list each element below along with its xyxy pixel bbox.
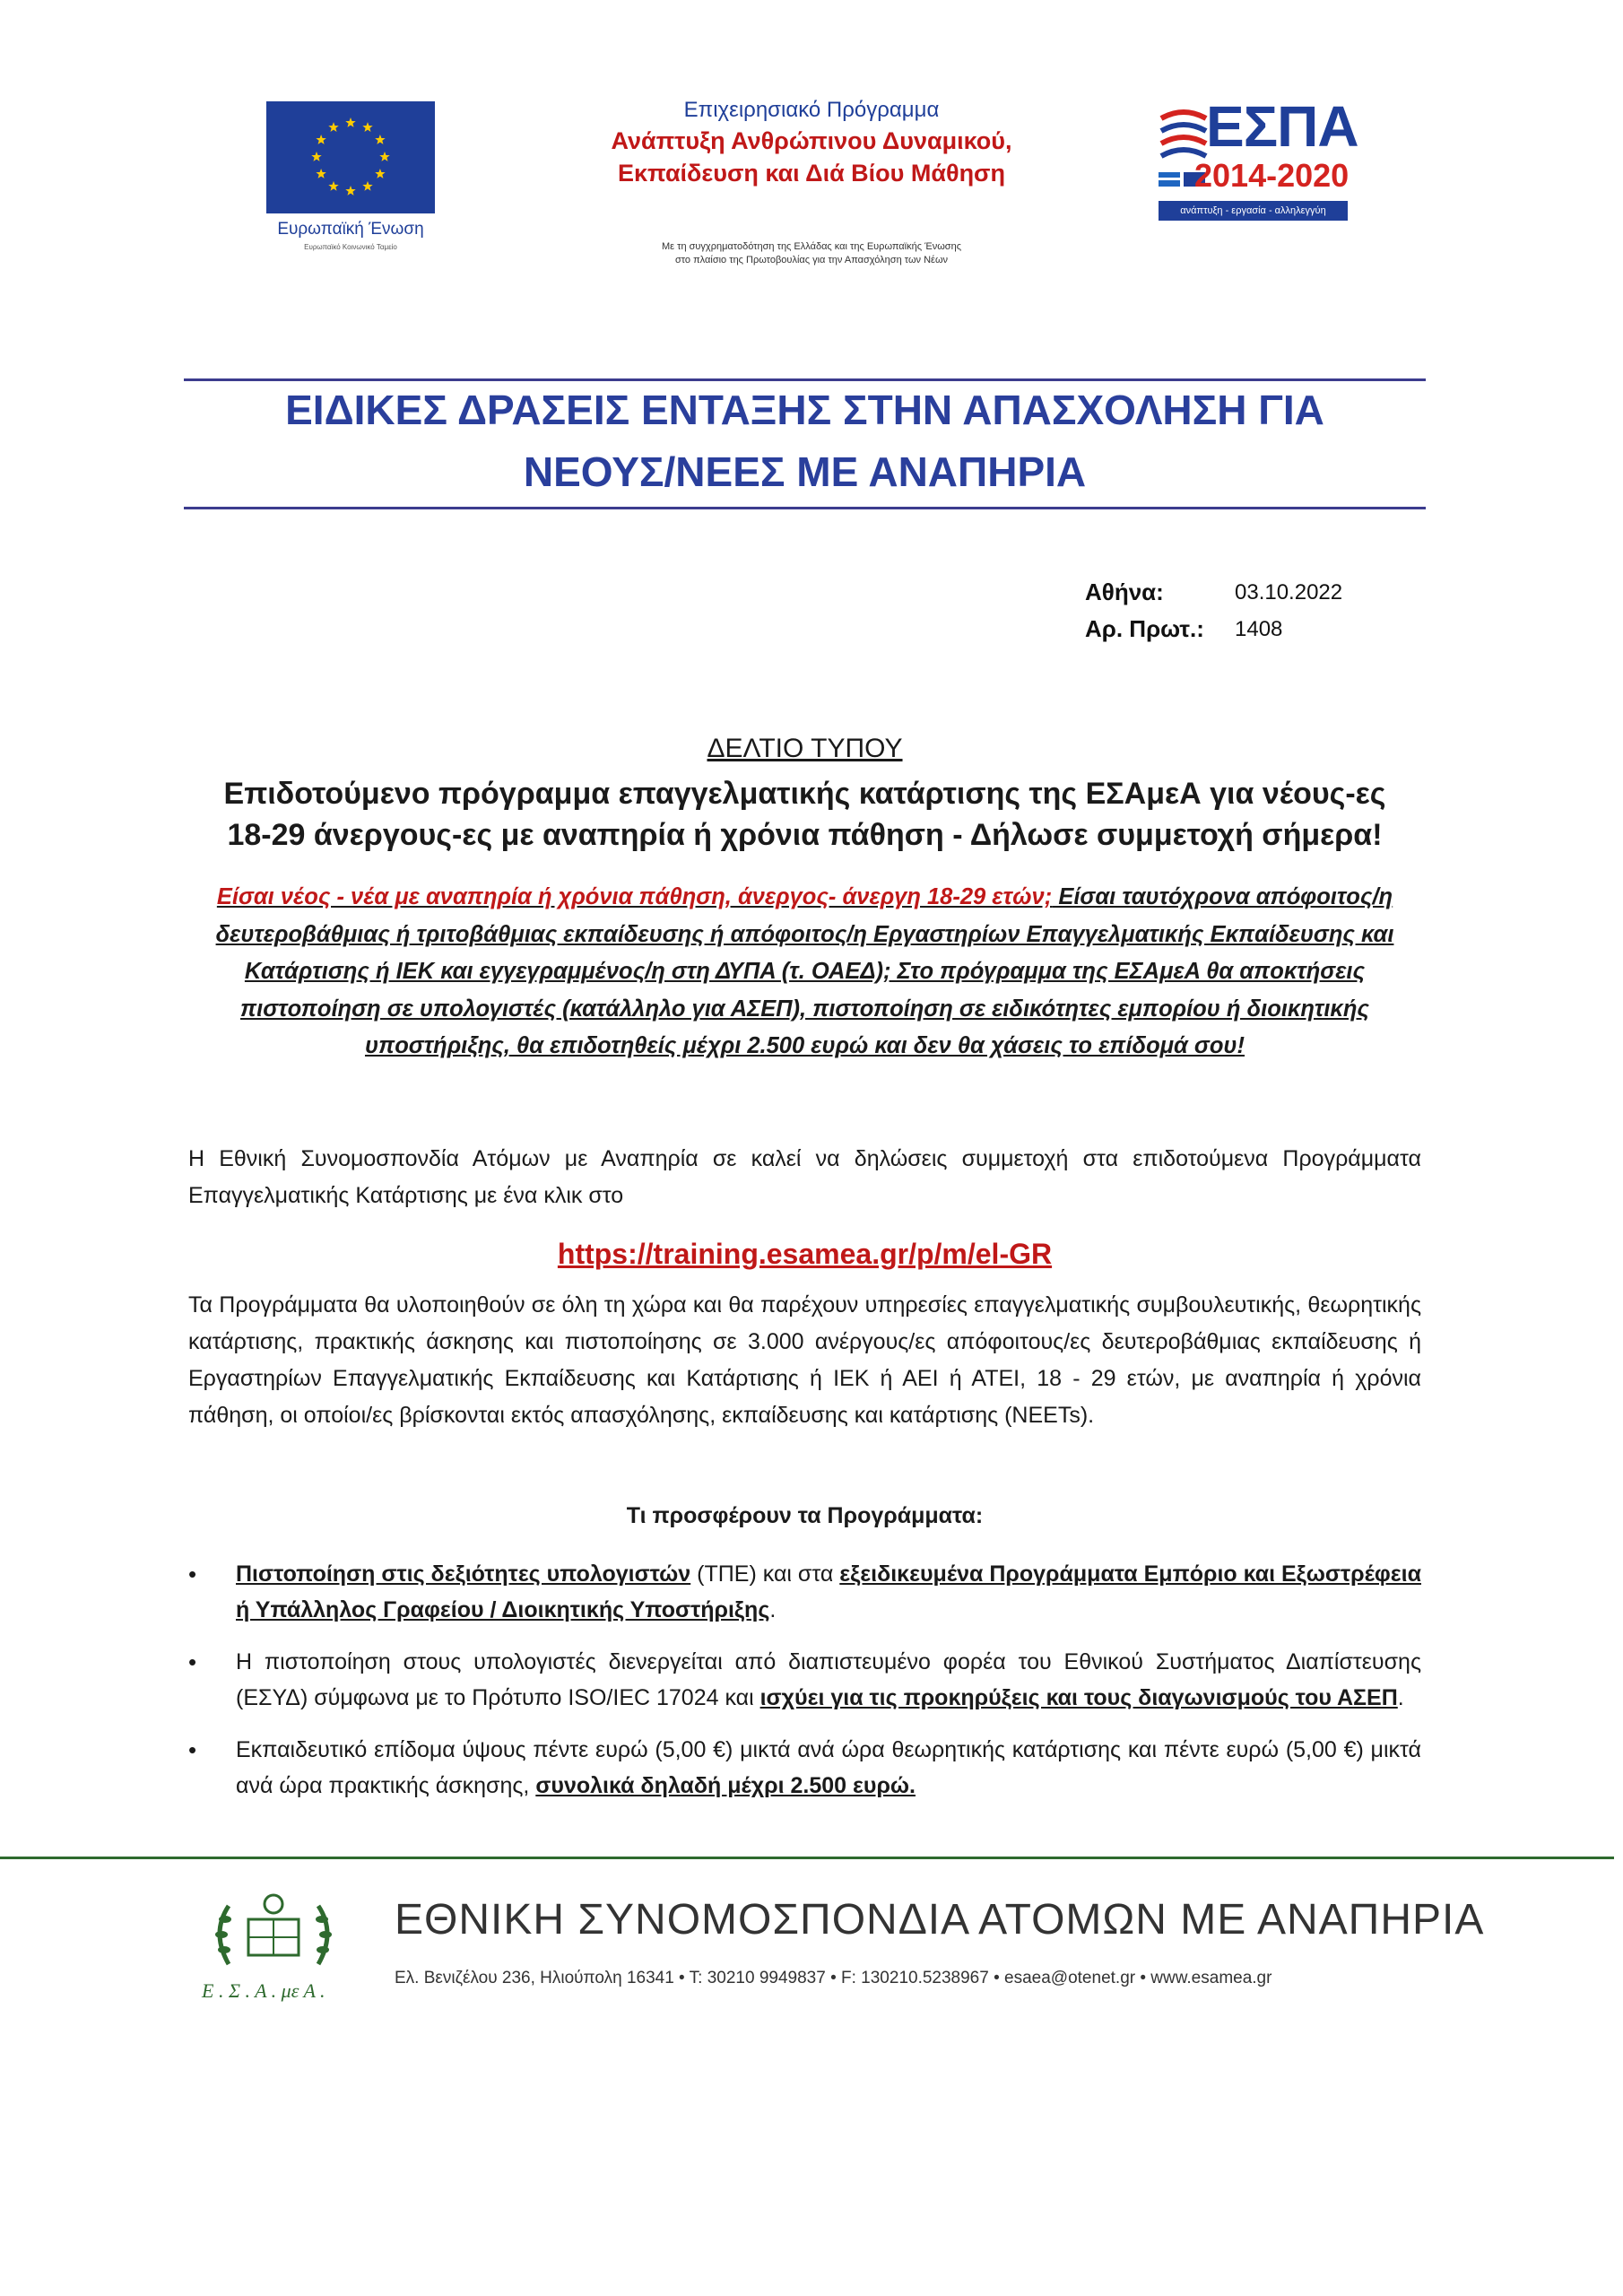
espa-name: ΕΣΠΑ [1206,94,1358,159]
offer-2-text: Η πιστοποίηση στους υπολογιστές διενεργείται από διαπιστευμένο φορέα του Εθνικού Συστήματος Διαπίστευσης (ΕΣΥΔ) σύμφωνα με το Πρότυπο ISO/IEC 17024 και [236,1649,1421,1710]
bullet-icon: • [188,1561,197,1587]
lead-text: Είσαι ταυτόχρονα απόφοιτος/η δευτεροβάθμιας ή τριτοβάθμιας εκπαίδευσης ή απόφοιτος/η Εργαστηρίων Επαγγελματικής Εκπαίδευσης και Κατάρτισης ή ΙΕΚ και εγγεγραμμένος/η στη ΔΥΠΑ (τ. ΟΑΕΔ); Στο πρόγραμμα της ΕΣΑμεΑ θα αποκτήσεις πιστοποίηση σε υπολογιστές (κατάλληλο για ΑΣΕΠ), πιστοποίηση σε ειδικότητες εμπορίου ή διοικητικής υποστήριξης, θα επιδοτηθείς μέχρι 2.500 ευρώ και δεν θα χάσεις το επίδομά σου! [215,884,1394,1058]
cofunding-note-line-1: Με τη συγχρηματοδότηση της Ελλάδας και της Ευρωπαϊκής Ένωσης [661,241,962,252]
esamea-logo-text: Ε . Σ . Α . με Α . [202,1979,325,2002]
cofunding-note-line-2: στο πλαίσιο της Πρωτοβουλίας για την Απασχόληση των Νέων [674,255,949,265]
eu-sub-label: Ευρωπαϊκό Κοινωνικό Ταμείο [304,243,397,251]
press-release-title [184,773,1426,856]
registration-link[interactable]: https://training.esamea.gr/p/m/el-GR [557,1238,1053,1270]
protocol-number: 1408 [1235,617,1283,641]
list-item [188,1644,1421,1716]
page-title [184,379,1426,503]
offers-list [188,1556,1421,1820]
offer-1-mid: (ΤΠΕ) και στα [690,1561,840,1587]
esamea-logo [193,1879,354,2013]
programs-paragraph: Τα Προγράμματα θα υλοποιηθούν σε όλη τη χώρα και θα παρέχουν υπηρεσίες επαγγελματικής συμβουλευτικής, θεωρητικής κατάρτισης, πρακτικής άσκησης και πιστοποίησης σε 3.000 ανέργους/ες απόφοιτους/ες δευτεροβάθμιας εκπαίδευσης ή Εργαστηρίων Επαγγελματικής Εκπαίδευσης και Κατάρτισης ή ΙΕΚ ή ΑΕΙ ή ΑΤΕΙ, 18 - 29 ετών, με αναπηρία ή χρόνια πάθηση, οι οποίοι/ες βρίσκονται εκτός απασχόλησης, εκπαίδευσης και κατάρτισης (NEETs). [188,1292,1421,1428]
operational-programme-logo [547,96,1076,189]
list-item [188,1556,1421,1628]
offers-heading: Τι προσφέρουν τα Προγράμματα: [626,1503,984,1528]
bullet-icon: • [188,1736,197,1763]
press-title-line-2: 18-29 άνεργους-ες με αναπηρία ή χρόνια πάθηση - Δήλωσε συμμετοχή σήμερα! [227,818,1383,852]
espa-tagline: ανάπτυξη - εργασία - αλληλεγγύη [1159,201,1348,221]
protocol-label: Αρ. Πρωτ.: [1085,615,1204,642]
op-line-3: Εκπαίδευση και Διά Βίου Μάθηση [617,160,1006,187]
footer-rule [0,1857,1614,1859]
intro-paragraph: Η Εθνική Συνομοσπονδία Ατόμων με Αναπηρία σε καλεί να δηλώσεις συμμετοχή στα επιδοτούμενα Προγράμματα Επαγγελματικής Κατάρτισης με ένα κλικ στο [188,1146,1421,1208]
offer-3-text: Εκπαιδευτικό επίδομα ύψους πέντε ευρώ (5,00 €) μικτά ανά ώρα θεωρητικής κατάρτισης και πέντε ευρώ (5,00 €) μικτά ανά ώρα πρακτικής άσκησης, [236,1737,1421,1798]
cofunding-note [547,240,1076,267]
offer-2-asep: ισχύει για τις προκηρύξεις και τους διαγωνισμούς του ΑΣΕΠ [759,1685,1398,1710]
espa-years: 2014-2020 [1194,157,1350,194]
footer-contact: Ελ. Βενιζέλου 236, Ηλιούπολη 16341 • Τ: 30210 9949837 • F: 130210.5238967 • esaea@otenet.gr • www.esamea.gr [395,1969,1272,1987]
bullet-icon: • [188,1648,197,1675]
title-line-2: ΝΕΟΥΣ/ΝΕΕΣ ΜΕ ΑΝΑΠΗΡΙΑ [523,448,1087,495]
press-title-line-1: Επιδοτούμενο πρόγραμμα επαγγελματικής κατάρτισης της ΕΣΑμεΑ για νέους-ες [223,777,1386,811]
offer-2-end: . [1397,1685,1404,1710]
eu-label: Ευρωπαϊκή Ένωση [277,220,424,239]
offer-1-programs: εξειδικευμένα Προγράμματα Εμπόριο και Εξωστρέφεια ή Υπάλληλος Γραφείου / Διοικητικής Υποστήριξης [236,1561,1421,1622]
eu-stars-icon [266,101,435,213]
title-bottom-rule [184,507,1426,509]
list-item [188,1732,1421,1804]
op-line-2: Ανάπτυξη Ανθρώπινου Δυναμικού, [611,127,1012,154]
date-value: 03.10.2022 [1235,580,1343,604]
offer-1-cert: Πιστοποίηση στις δεξιότητες υπολογιστών [236,1561,691,1587]
press-release-heading: ΔΕΛΤΙΟ ΤΥΠΟΥ [707,734,903,763]
title-line-1: ΕΙΔΙΚΕΣ ΔΡΑΣΕΙΣ ΕΝΤΑΞΗΣ ΣΤΗΝ ΑΠΑΣΧΟΛΗΣΗ ΓΙΑ [285,387,1324,433]
place-label: Αθήνα: [1085,578,1164,605]
offer-1-end: . [769,1597,777,1622]
footer-organization: ΕΘΝΙΚΗ ΣΥΝΟΜΟΣΠΟΝΔΙΑ ΑΤΟΜΩΝ ΜΕ ΑΝΑΠΗΡΙΑ [395,1896,1485,1944]
op-line-1: Επιχειρησιακό Πρόγραμμα [683,98,940,122]
offer-3-total: συνολικά δηλαδή μέχρι 2.500 ευρώ. [535,1773,916,1798]
lead-question: Είσαι νέος - νέα με αναπηρία ή χρόνια πάθηση, άνεργος- άνεργη 18-29 ετών; [216,884,1053,909]
eu-flag-logo [266,101,435,213]
lead-paragraph [188,879,1421,1065]
